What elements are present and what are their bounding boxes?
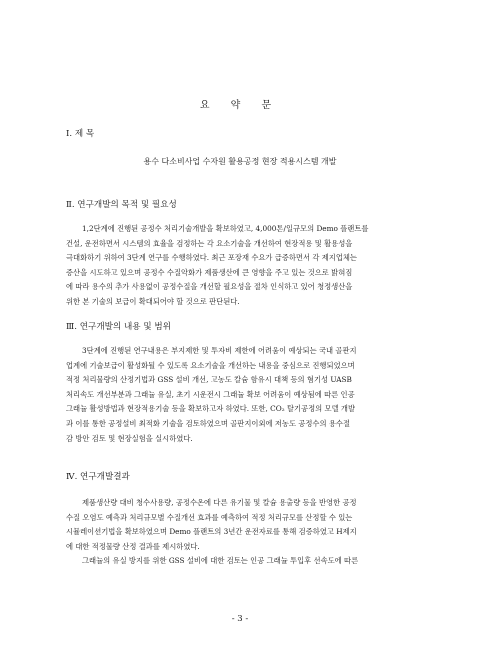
text-line: 위한 본 기술의 보급이 확대되어야 할 것으로 판단된다. xyxy=(66,296,240,306)
text-line: 극대화하기 위하여 3단계 연구를 수행하였다. 최근 포장재 수요가 급증하면서 각 제지업체는 xyxy=(66,253,357,263)
section-heading-purpose: Ⅱ. 연구개발의 목적 및 필요성 xyxy=(66,200,177,210)
text-line: 시뮬레이션기법을 확보하였으며 Demo 플랜트의 3년간 운전자료를 통해 검증하였고 H제지 xyxy=(66,527,357,537)
text-line: 그래뉼 활성방법과 현장적용기술 등을 확보하고자 하였다. 또한, CO₂ 탈기공정의 모델 개발 xyxy=(66,404,356,414)
text-line: 수질 오염도 예측과 처리규모별 수질개선 효과를 예측하여 적정 처리규모를 산정할 수 있는 xyxy=(66,512,353,522)
text-line: 과 이를 통한 공정설비 최적화 기술을 검토하였으며 골판지이외에 저농도 공정수의 용수절 xyxy=(66,418,350,428)
text-line: 제품생산량 대비 청수사용량, 공정수온에 다른 유기물 및 칼슘 용출량 등을 반영한 공정 xyxy=(82,498,357,507)
text-line: 감 방안 검토 및 현장실험을 실시하였다. xyxy=(66,433,193,443)
text-line: 적정 처리물량의 산정기법과 GSS 설비 개선, 고농도 칼슘 함유시 대책 등의 혐기성 UASB xyxy=(66,375,352,385)
text-line: 에 대한 적정물량 산정 결과를 제시하였다. xyxy=(66,541,200,551)
section-heading-title: Ⅰ. 제 목 xyxy=(66,129,95,139)
section-heading-scope: Ⅲ. 연구개발의 내용 및 범위 xyxy=(66,322,171,332)
text-line: 처리속도 개선부분과 그래뉼 유실, 초기 시운전시 그래뉼 확보 어려움이 예상됨에 따른 인공 xyxy=(66,389,355,399)
paragraph-results xyxy=(66,496,412,569)
summary-title: 요 약 문 xyxy=(199,100,281,111)
section-heading-results: Ⅳ. 연구개발결과 xyxy=(66,472,130,482)
text-line: 업계에 기술보급이 활성화될 수 있도록 요소기술을 개선하는 내용을 중심으로 진행되었으며 xyxy=(66,360,355,370)
text-line: 3단계에 진행된 연구내용은 부지제한 및 투자비 제한에 어려움이 예상되는 국내 골판지 xyxy=(82,346,357,355)
text-line: 증산을 시도하고 있으며 공정수 수질악화가 제품생산에 큰 영향을 주고 있는 것으로 밝혀짐 xyxy=(66,267,353,277)
page-number: - 3 - xyxy=(231,614,249,624)
text-line: 1,2단계에 진행된 공정수 처리기술개발을 확보하였고, 4,000톤/일규모의 Demo 플랜트를 xyxy=(82,224,369,233)
paragraph-purpose xyxy=(66,222,412,310)
text-line: 그래뉼의 유실 방지를 위한 GSS 설비에 대한 검토는 인공 그래뉼 투입후 선속도에 따른 xyxy=(82,556,359,566)
paragraph-scope xyxy=(66,344,412,446)
text-line: 건설, 운전하면서 시스템의 효율을 검정하는 각 요소기술을 개선하여 현장적용 및 활용성을 xyxy=(66,238,353,248)
project-subject: 용수 다소비사업 수자원 활용공정 현장 적용시스템 개발 xyxy=(143,157,337,166)
text-line: 에 따라 용수의 추가 사용없이 공정수질을 개선할 필요성을 절차 인식하고 있어 청정생산을 xyxy=(66,282,353,292)
